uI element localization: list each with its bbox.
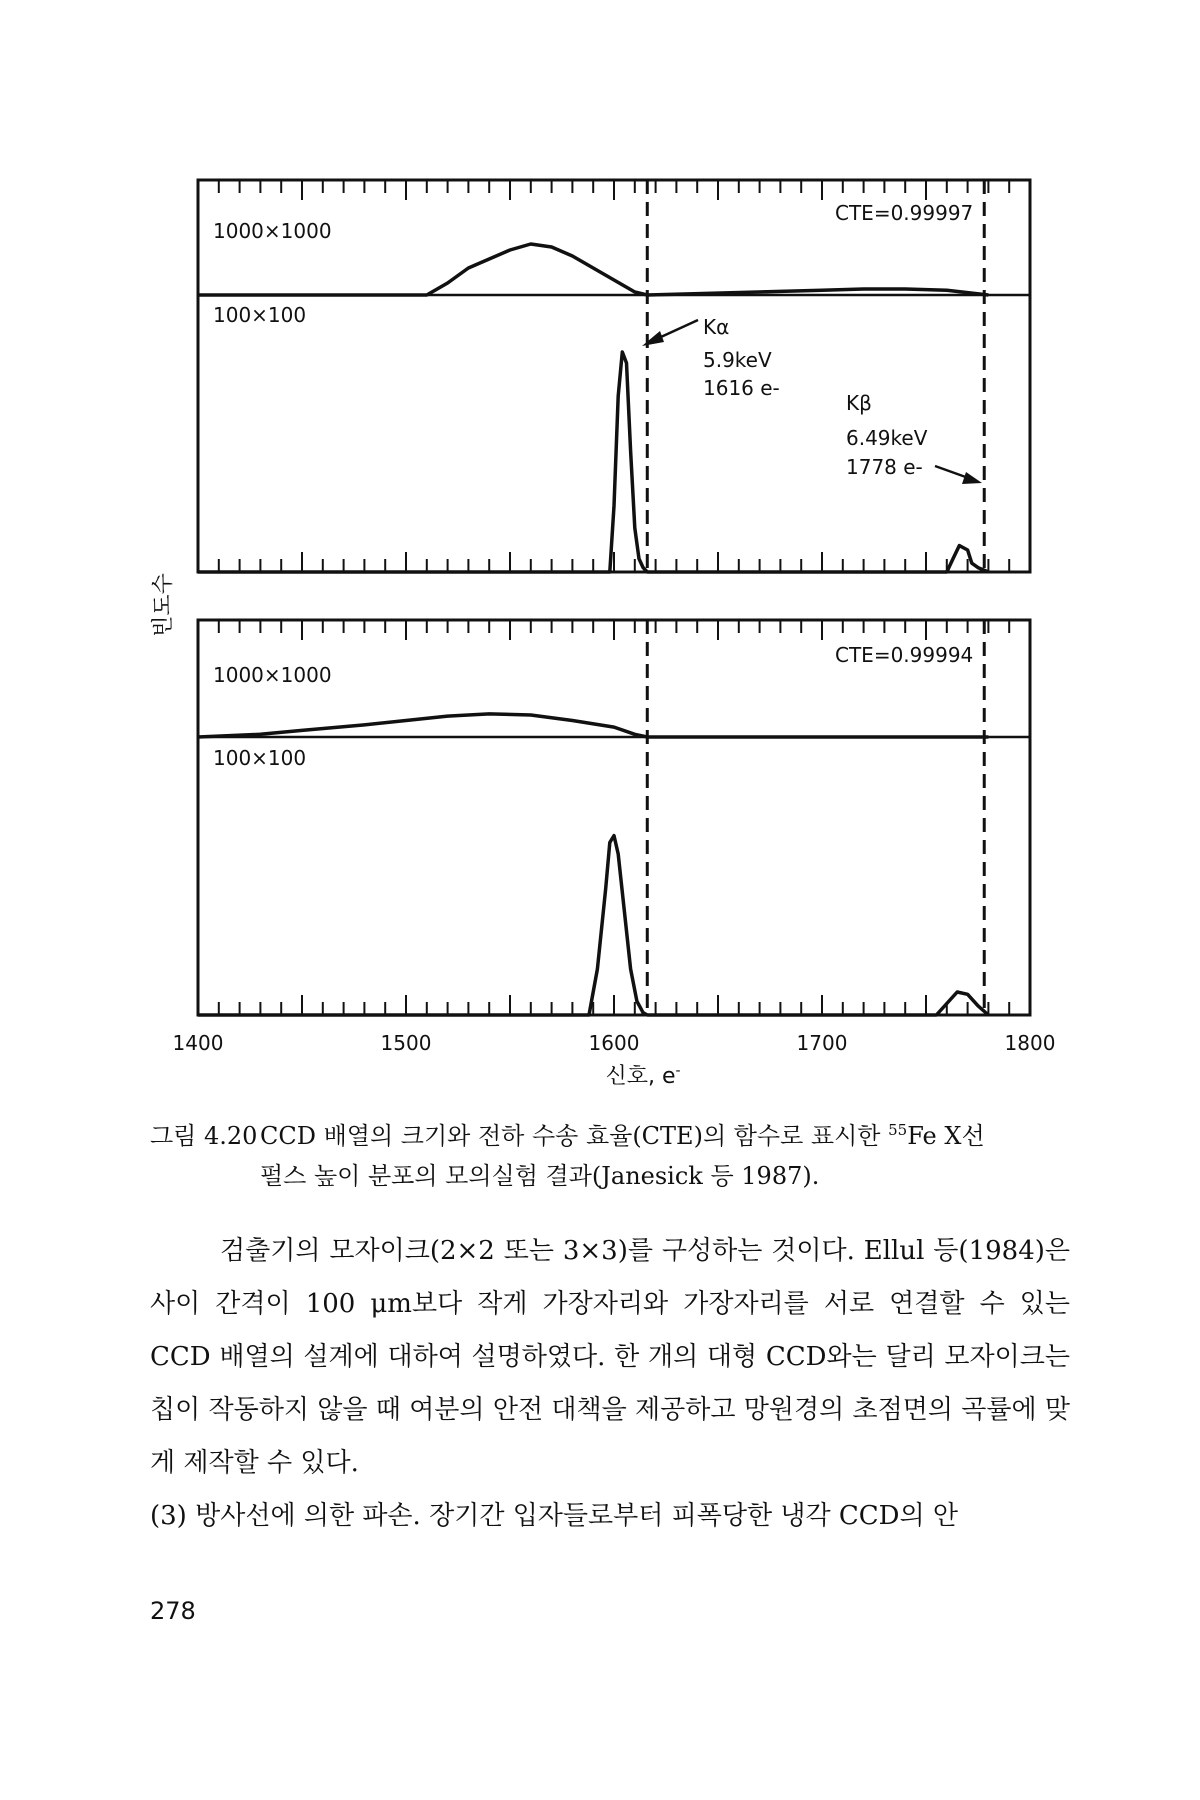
x-tick-label: 1400 xyxy=(172,1031,224,1055)
caption-line-1 xyxy=(150,1110,1070,1156)
array-label-lower: 100×100 xyxy=(213,303,307,327)
k-beta-label: Kβ xyxy=(846,391,872,415)
body-paragraph-1: 검출기의 모자이크(2×2 또는 3×3)를 구성하는 것이다. Ellul 등(1984)은 사이 간격이 100 μm보다 작게 가장자리와 가장자리를 서로 연결할 수 있는 CCD 배열의 설계에 대하여 설명하였다. 한 개의 대형 CCD와는 달리 모자이크는 칩이 작동하지 않을 때 여분의 안전 대책을 제공하고 망원경의 초점면의 곡률에 맞게 제작할 수 있다. xyxy=(150,1236,1070,1478)
series-line-upper xyxy=(198,244,988,295)
panel-bottom xyxy=(198,620,1030,1015)
series-line-upper xyxy=(198,714,988,737)
cte-label: CTE=0.99994 xyxy=(835,643,974,667)
k-alpha-annotation xyxy=(642,315,780,400)
caption-text-1: CCD 배열의 크기와 전하 수송 효율(CTE)의 함수로 표시한 xyxy=(260,1122,889,1150)
x-axis-label-sup: - xyxy=(675,1063,681,1079)
array-label-upper: 1000×1000 xyxy=(213,219,332,243)
body-text xyxy=(150,1225,1070,1543)
body-paragraph-2: (3) 방사선에 의한 파손. 장기간 입자들로부터 피폭당한 냉각 CCD의 안 xyxy=(150,1501,959,1531)
x-tick-label: 1500 xyxy=(380,1031,432,1055)
figure-number: 그림 4.20 xyxy=(150,1122,258,1150)
page-number: 278 xyxy=(150,1597,196,1625)
x-axis-label xyxy=(605,1063,680,1089)
k-alpha-electrons: 1616 e- xyxy=(703,376,780,400)
x-tick-label: 1800 xyxy=(1004,1031,1056,1055)
x-tick-label: 1600 xyxy=(588,1031,640,1055)
x-axis-label-text: 신호, e xyxy=(605,1064,676,1089)
x-tick-labels xyxy=(173,1031,1056,1055)
y-axis-label: 빈도수 xyxy=(151,573,176,637)
k-beta-energy: 6.49keV xyxy=(846,426,928,450)
array-label-lower: 100×100 xyxy=(213,746,307,770)
array-label-upper: 1000×1000 xyxy=(213,663,332,687)
caption-isotope-sup: 55 xyxy=(888,1121,908,1139)
k-beta-electrons: 1778 e- xyxy=(846,455,923,479)
k-alpha-energy: 5.9keV xyxy=(703,348,772,372)
panel-top xyxy=(198,180,1030,572)
series-line-lower xyxy=(198,836,988,1015)
caption-line-2: 펄스 높이 분포의 모의실험 결과(Janesick 등 1987). xyxy=(260,1162,820,1190)
k-beta-arrowhead xyxy=(962,472,982,484)
cte-label: CTE=0.99997 xyxy=(835,201,974,225)
k-beta-annotation xyxy=(846,391,982,484)
x-tick-label: 1700 xyxy=(796,1031,848,1055)
figure-caption xyxy=(150,1110,1070,1196)
caption-text-1b: Fe X선 xyxy=(907,1122,985,1150)
k-alpha-arrowhead xyxy=(642,331,664,346)
k-alpha-label: Kα xyxy=(703,315,730,339)
